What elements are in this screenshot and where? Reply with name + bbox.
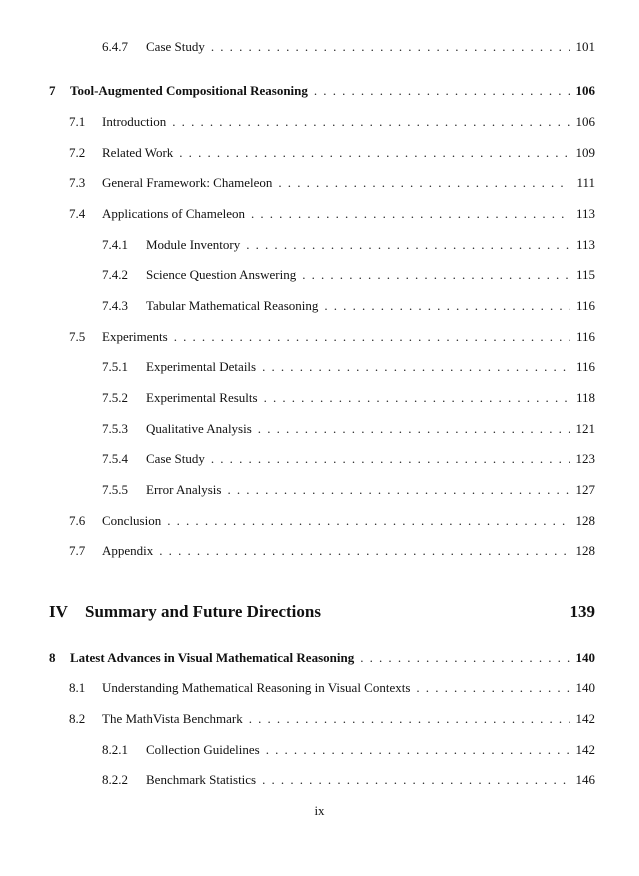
section-number: 6.4.7 — [102, 39, 128, 54]
toc-entry-8-2-2 — [102, 772, 595, 788]
toc-chapter-7 — [49, 83, 595, 99]
dot-leader — [167, 513, 569, 529]
toc-entry-8-2 — [69, 711, 595, 727]
section-title: Science Question Answering — [146, 267, 297, 282]
page-number: 116 — [575, 359, 595, 374]
section-number: 7.2 — [69, 145, 86, 160]
section-number: 7.1 — [69, 114, 86, 129]
section-title: Related Work — [102, 145, 174, 160]
section-number: 7.4.1 — [102, 237, 128, 252]
toc-entry-7-7 — [69, 543, 595, 559]
dot-leader — [324, 298, 570, 314]
dot-leader — [264, 390, 570, 406]
dot-leader — [360, 650, 569, 666]
toc-entry-7-4-2 — [102, 267, 595, 283]
dot-leader — [314, 83, 570, 99]
section-title: Qualitative Analysis — [146, 421, 252, 436]
section-number: 7.5.1 — [102, 359, 128, 374]
page-number: 111 — [576, 175, 595, 190]
page-number: 109 — [575, 145, 595, 160]
page-number: 142 — [575, 742, 595, 757]
section-title: The MathVista Benchmark — [102, 711, 243, 726]
section-title: Appendix — [102, 543, 154, 558]
page-number: 142 — [575, 711, 595, 726]
section-title: Case Study — [146, 39, 205, 54]
toc-entry-7-3 — [69, 175, 595, 191]
page-number: 118 — [575, 390, 595, 405]
page-number: 140 — [575, 680, 595, 695]
section-title: Introduction — [102, 114, 167, 129]
page-number: 139 — [569, 602, 595, 621]
dot-leader — [246, 237, 570, 253]
dot-leader — [302, 267, 570, 283]
page-number: 127 — [575, 482, 595, 497]
dot-leader — [174, 329, 570, 345]
page-number: 140 — [575, 650, 595, 665]
dot-leader — [262, 772, 569, 788]
section-title: Case Study — [146, 451, 205, 466]
chapter-number: 7 — [49, 83, 56, 98]
section-number: 7.7 — [69, 543, 86, 558]
toc-entry-7-2 — [69, 145, 595, 161]
dot-leader — [249, 711, 570, 727]
toc-chapter-8 — [49, 650, 595, 666]
page-folio: ix — [314, 803, 325, 818]
toc-entry-7-5-1 — [102, 359, 595, 375]
page-number: 113 — [575, 206, 595, 221]
section-number: 8.2.1 — [102, 742, 128, 757]
dot-leader — [262, 359, 570, 375]
section-number: 7.5.4 — [102, 451, 128, 466]
section-title: Collection Guidelines — [146, 742, 260, 757]
section-number: 7.5.2 — [102, 390, 128, 405]
page-number: 128 — [575, 513, 595, 528]
dot-leader — [172, 114, 569, 130]
section-title: Conclusion — [102, 513, 162, 528]
section-title: Experimental Details — [146, 359, 257, 374]
toc-entry-7-4-3 — [102, 298, 595, 314]
toc-entry-8-1 — [69, 680, 595, 696]
toc-entry-7-6 — [69, 513, 595, 529]
toc-entry-7-1 — [69, 114, 595, 130]
page-number: 123 — [575, 451, 595, 466]
dot-leader — [278, 175, 570, 191]
section-number: 7.4.2 — [102, 267, 128, 282]
toc-entry-7-5 — [69, 329, 595, 345]
dot-leader — [416, 680, 569, 696]
section-title: Module Inventory — [146, 237, 241, 252]
page-number: 121 — [575, 421, 595, 436]
page-number: 116 — [575, 298, 595, 313]
page-number: 106 — [575, 114, 595, 129]
page-number: 146 — [575, 772, 595, 787]
section-number: 8.1 — [69, 680, 86, 695]
section-title: Tabular Mathematical Reasoning — [146, 298, 319, 313]
dot-leader — [251, 206, 570, 222]
chapter-number: 8 — [49, 650, 56, 665]
section-number: 8.2.2 — [102, 772, 128, 787]
dot-leader — [179, 145, 569, 161]
section-title: Applications of Chameleon — [102, 206, 245, 221]
page-number: 116 — [575, 329, 595, 344]
section-number: 8.2 — [69, 711, 86, 726]
part-number: IV — [49, 602, 68, 621]
dot-leader — [211, 39, 570, 55]
section-number: 7.5 — [69, 329, 86, 344]
section-number: 7.5.5 — [102, 482, 128, 497]
toc-entry-6-4-7 — [102, 39, 595, 55]
chapter-title: Tool-Augmented Compositional Reasoning — [70, 83, 308, 98]
chapter-title: Latest Advances in Visual Mathematical Reasoning — [70, 650, 355, 665]
section-number: 7.4.3 — [102, 298, 128, 313]
page-number: 115 — [575, 267, 595, 282]
section-title: Experiments — [102, 329, 168, 344]
page-number: 113 — [575, 237, 595, 252]
part-title: Summary and Future Directions — [85, 602, 321, 621]
section-title: General Framework: Chameleon — [102, 175, 273, 190]
section-number: 7.4 — [69, 206, 86, 221]
section-number: 7.3 — [69, 175, 86, 190]
section-title: Benchmark Statistics — [146, 772, 257, 787]
dot-leader — [266, 742, 570, 758]
toc-part-iv — [49, 602, 595, 622]
toc-entry-7-5-2 — [102, 390, 595, 406]
page-number: 128 — [575, 543, 595, 558]
toc-entry-7-5-4 — [102, 451, 595, 467]
page-number: 106 — [575, 83, 595, 98]
section-title: Error Analysis — [146, 482, 222, 497]
toc-entry-7-5-5 — [102, 482, 595, 498]
toc-entry-7-4-1 — [102, 237, 595, 253]
dot-leader — [211, 451, 570, 467]
toc-entry-7-5-3 — [102, 421, 595, 437]
section-title: Experimental Results — [146, 390, 258, 405]
dot-leader — [159, 543, 569, 559]
page-number: 101 — [575, 39, 595, 54]
toc-entry-8-2-1 — [102, 742, 595, 758]
toc-entry-7-4 — [69, 206, 595, 222]
section-number: 7.5.3 — [102, 421, 128, 436]
section-number: 7.6 — [69, 513, 86, 528]
dot-leader — [227, 482, 569, 498]
dot-leader — [258, 421, 570, 437]
section-title: Understanding Mathematical Reasoning in Visual Contexts — [102, 680, 411, 695]
